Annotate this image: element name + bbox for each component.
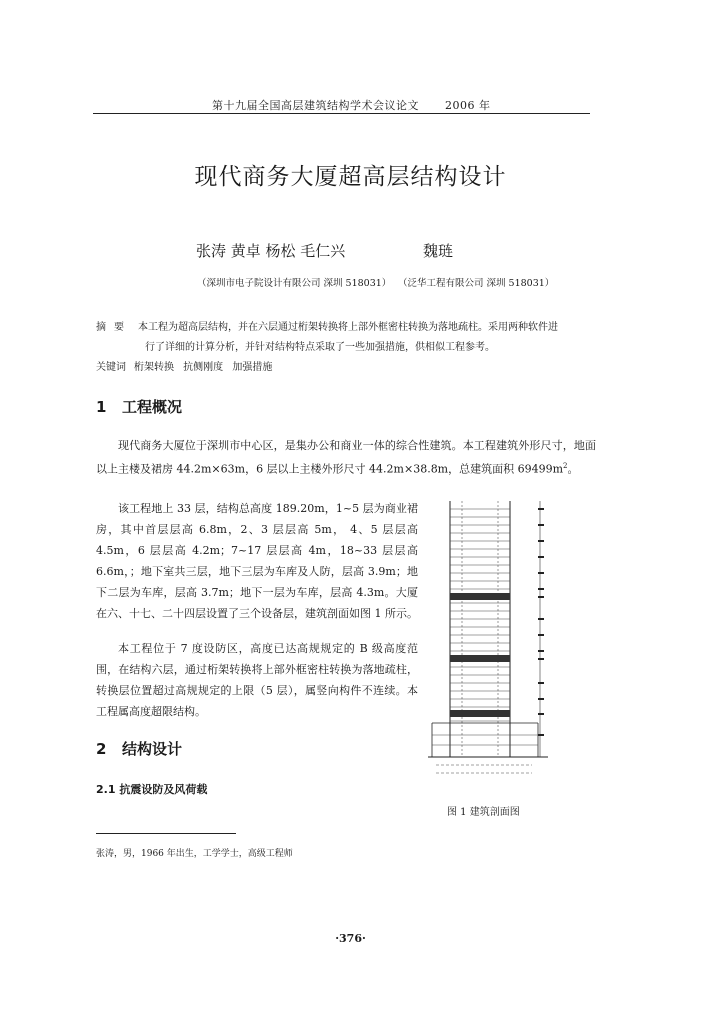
page-number: ·376· [335,932,366,945]
authors-group2: 魏琏 [423,242,454,260]
keywords-label: 关键词 [96,362,126,373]
building-section-figure [428,495,568,785]
abstract-text-line1: 本工程为超高层结构，并在六层通过桁架转换将上部外框密柱转换为落地疏柱。采用两种软件进 [138,322,558,333]
building-section-drawing [428,495,568,785]
section-1-paragraph-3: 本工程位于 7 度设防区，高度已达高规规定的 B 级高度范围，在结构六层，通过桁架转换将上部外框密柱转换为落地疏柱，转换层位置超过高规规定的上限（5 层），属竖向构件不连续。本工程属高度超限结构。 [96,642,418,718]
section-1-title: 工程概况 [122,398,183,416]
running-head [212,97,491,113]
running-head-text: 第十九届全国高层建筑结构学术会议论文 [212,99,419,112]
header-rule [93,113,590,114]
abstract-label: 摘要 [96,322,132,333]
keywords-value: 桁架转换 抗侧刚度 加强措施 [134,362,273,373]
section-1-number: 1 [96,398,107,416]
para1-main: 现代商务大厦位于深圳市中心区，是集办公和商业一体的综合性建筑。本工程建筑外形尺寸，地面以上主楼及裙房 44.2m×63m，6 层以上主楼外形尺寸 44.2m×38.8m，总建筑面积 69499m [96,439,596,476]
para1-sup: 2 [563,462,568,470]
affiliation-2: （泛华工程有限公司 深圳 518031） [398,278,555,289]
section-1-heading [96,396,182,417]
footnote-rule [96,833,236,834]
abstract [96,318,592,358]
affiliation-1: （深圳市电子院设计有限公司 深圳 518031） [197,278,392,289]
footnote: 张涛，男，1966 年出生，工学学士，高级工程师 [96,849,293,859]
running-head-year: 2006 年 [445,99,491,112]
subsection-2-1-title: 抗震设防及风荷载 [119,783,208,796]
section-1-paragraph-1 [96,435,596,480]
abstract-text-line2: 行了详细的计算分析，并针对结构特点采取了一些加强措施，供相似工程参考。 [145,342,495,353]
paper-title: 现代商务大厦超高层结构设计 [194,164,507,190]
section-2-number: 2 [96,740,107,758]
section-2-heading [96,738,182,759]
para1-end: 。 [567,462,579,476]
section-2-title: 结构设计 [122,740,183,758]
subsection-2-1-heading [96,781,207,797]
section-1-paragraph-2: 该工程地上 33 层，结构总高度 189.20m，1~5 层为商业裙房，其中首层层高 6.8m，2、3 层层高 5m， 4、5 层层高 4.5m，6 层层高 4.2m；7~17 层层高 4m，18~33 层层高 6.6m，；地下室共三层，地下三层为车库及人防，层高 3.9m；地下二层为车库，层高 3.7m；地下一层为车库，层高 4.3m。大厦在六、十七、二十四层设置了三个设备层，建筑剖面如图 1 所示。 [96,502,418,620]
authors-group1: 张涛 黄卓 杨松 毛仁兴 [196,242,346,260]
subsection-2-1-number: 2.1 [96,783,116,796]
figure-caption: 图 1 建筑剖面图 [447,807,520,818]
keywords [96,358,272,373]
